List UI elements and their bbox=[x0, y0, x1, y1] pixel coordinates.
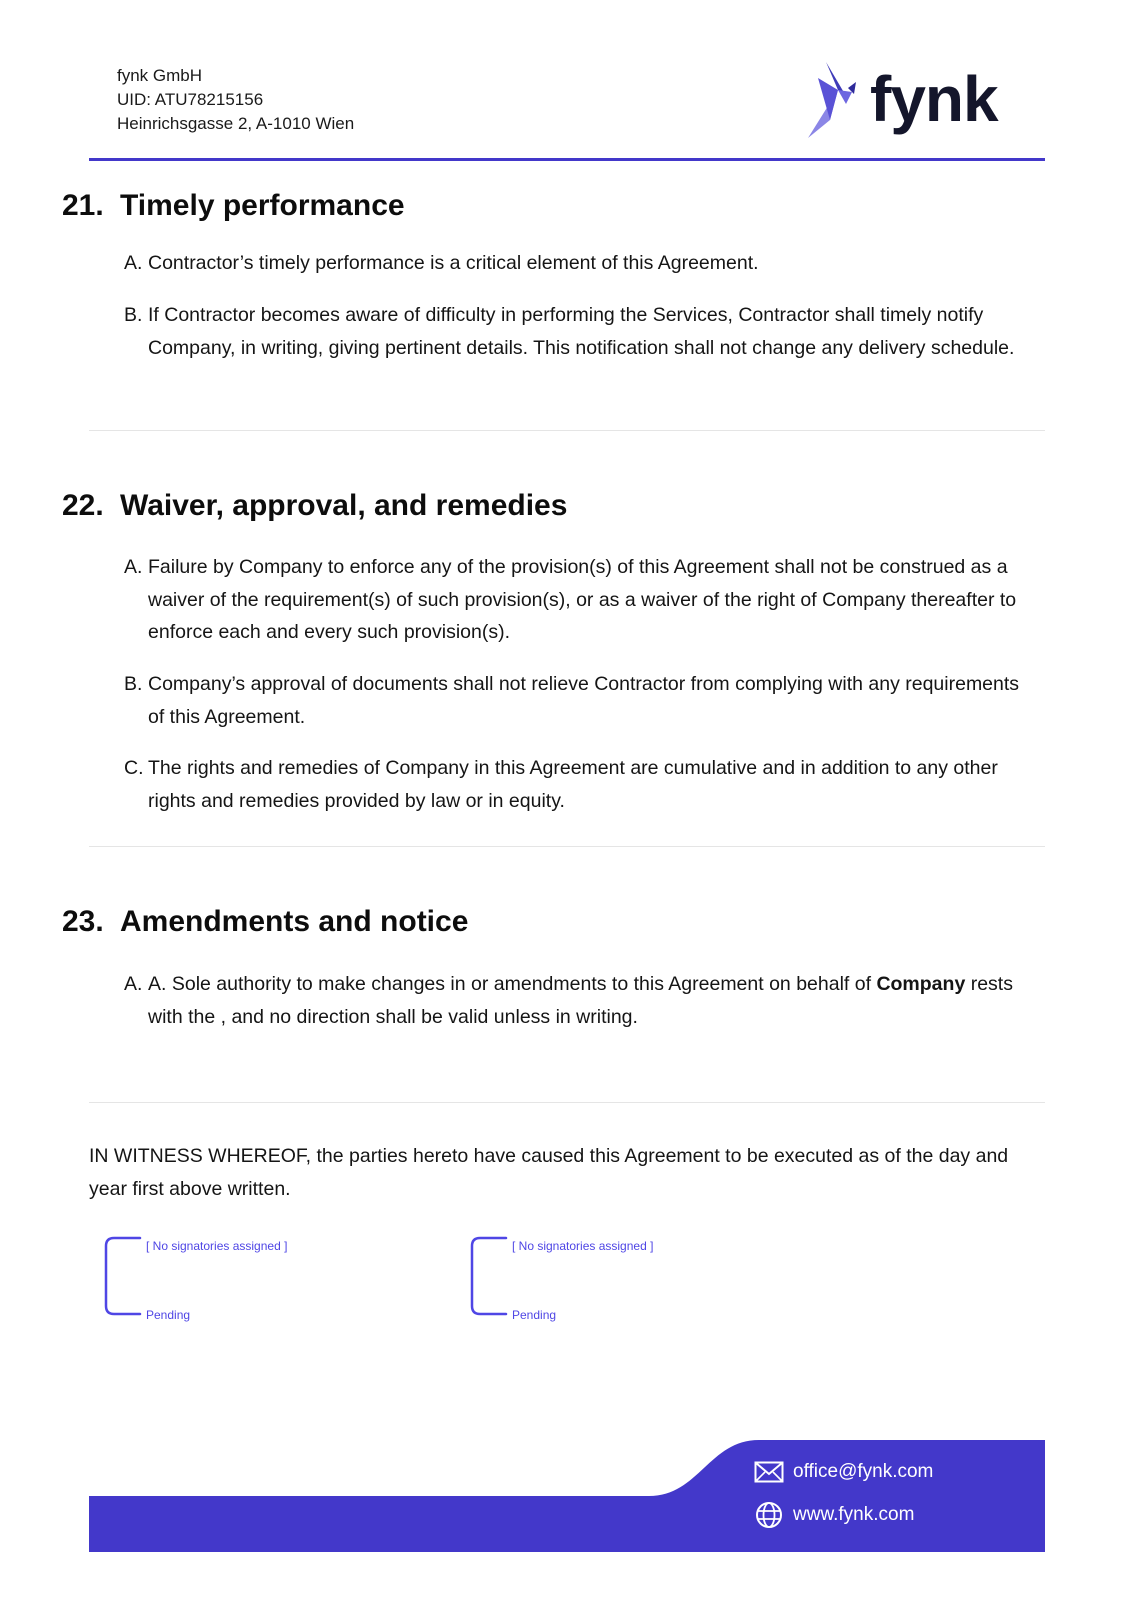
section-heading bbox=[62, 902, 1045, 942]
clause-letter: A. bbox=[124, 556, 143, 578]
section-number: 21. bbox=[62, 189, 104, 222]
signature-bracket bbox=[104, 1236, 144, 1316]
globe-icon bbox=[754, 1501, 784, 1529]
clause-bold-party: Company bbox=[876, 973, 966, 995]
company-info bbox=[117, 64, 354, 136]
section-divider bbox=[89, 1102, 1045, 1103]
section-22 bbox=[62, 486, 1045, 526]
section-title: Amendments and notice bbox=[120, 905, 469, 938]
clause-letter: B. bbox=[124, 304, 143, 326]
clause-21-b bbox=[124, 299, 1034, 364]
clause-text bbox=[148, 968, 1034, 1033]
logo-wordmark: fynk bbox=[870, 63, 998, 135]
company-name: fynk GmbH bbox=[117, 66, 203, 85]
section-heading bbox=[62, 186, 1045, 226]
clause-letter: A. bbox=[124, 252, 143, 274]
clause-text-lead: A. Sole authority to make changes in or amendments to this Agreement on behalf of bbox=[148, 973, 877, 995]
company-uid: UID: ATU78215156 bbox=[117, 90, 264, 109]
section-number: 23. bbox=[62, 905, 104, 938]
footer-band bbox=[89, 1440, 1045, 1552]
signature-status: Pending bbox=[512, 1308, 557, 1322]
envelope-icon bbox=[754, 1458, 784, 1486]
signature-block-2[interactable] bbox=[470, 1236, 790, 1326]
clause-text: Company’s approval of documents shall not relieve Contractor from complying with any requirements of this Agreement. bbox=[148, 673, 1020, 728]
clause-text: If Contractor becomes aware of difficulty in performing the Services, Contractor shall timely notify Company, in writing, giving pertinent details. This notification shall not change any delivery schedule. bbox=[148, 304, 1015, 359]
section-21 bbox=[62, 186, 1045, 226]
clause-letter: B. bbox=[124, 673, 143, 695]
section-number: 22. bbox=[62, 489, 104, 522]
footer-website[interactable] bbox=[754, 1501, 914, 1529]
section-title: Timely performance bbox=[120, 189, 405, 222]
fynk-logo bbox=[808, 60, 1008, 140]
signature-bracket bbox=[470, 1236, 510, 1316]
footer-website-text[interactable]: www.fynk.com bbox=[793, 1504, 915, 1525]
section-divider bbox=[89, 430, 1045, 431]
clause-text-tail: rests with the , and no direction shall be valid unless in writing. bbox=[148, 973, 1013, 1028]
clause-22-b bbox=[124, 668, 1034, 733]
clause-text: Failure by Company to enforce any of the provision(s) of this Agreement shall not be construed as a waiver of the requirement(s) of such provision(s), or as a waiver of the right of Company thereafter to enforce each and every such provision(s). bbox=[148, 556, 1017, 643]
clause-23-a bbox=[124, 968, 1034, 1033]
clause-text: Contractor’s timely performance is a critical element of this Agreement. bbox=[148, 252, 759, 274]
bird-logo-icon bbox=[808, 60, 870, 140]
section-heading bbox=[62, 486, 1045, 526]
signature-block-1[interactable] bbox=[104, 1236, 424, 1326]
clause-text: The rights and remedies of Company in this Agreement are cumulative and in addition to any other rights and remedies provided by law or in equity. bbox=[148, 757, 998, 812]
footer-email[interactable] bbox=[754, 1458, 933, 1486]
header-divider bbox=[89, 158, 1045, 161]
section-23 bbox=[62, 902, 1045, 942]
clause-22-c bbox=[124, 752, 1034, 817]
clause-letter: C. bbox=[124, 757, 144, 779]
company-address: Heinrichsgasse 2, A-1010 Wien bbox=[117, 114, 355, 133]
section-divider bbox=[89, 846, 1045, 847]
signatory-assignee: [ No signatories assigned ] bbox=[512, 1239, 654, 1253]
clause-letter: A. bbox=[124, 973, 143, 995]
clause-22-a bbox=[124, 551, 1034, 649]
footer-email-text[interactable]: office@fynk.com bbox=[793, 1461, 934, 1482]
witness-clause: IN WITNESS WHEREOF, the parties hereto have caused this Agreement to be executed as of the day and year first above written. bbox=[89, 1145, 1009, 1200]
signature-status: Pending bbox=[146, 1308, 191, 1322]
footer-shape bbox=[89, 1440, 1045, 1552]
clause-21-a bbox=[124, 247, 1034, 280]
section-title: Waiver, approval, and remedies bbox=[120, 489, 568, 522]
signatory-assignee: [ No signatories assigned ] bbox=[146, 1239, 288, 1253]
